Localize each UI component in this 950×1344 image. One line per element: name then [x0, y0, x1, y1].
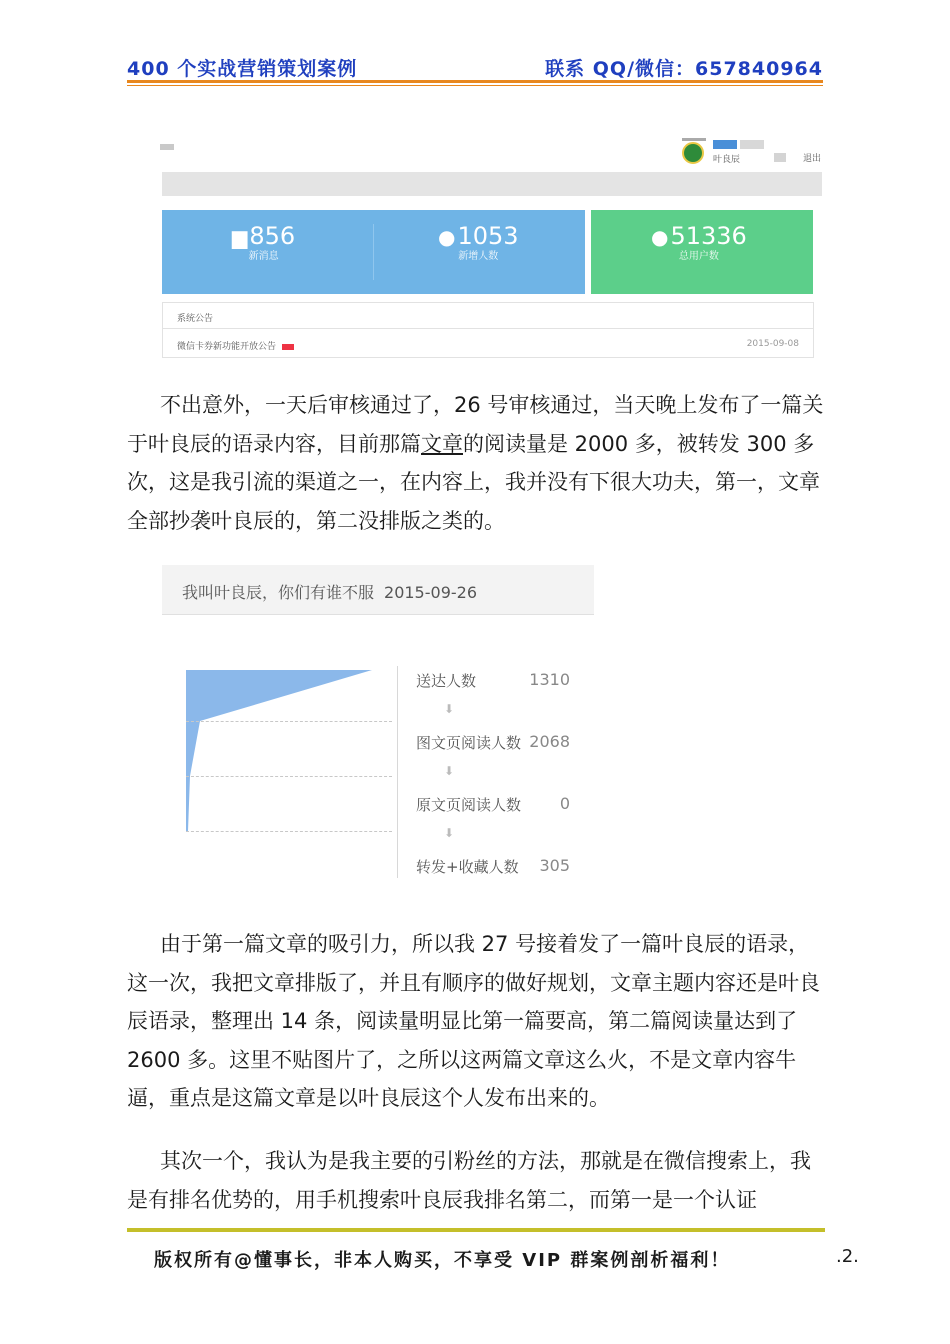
funnel-value: 0 — [559, 794, 570, 813]
stat-new-messages — [232, 222, 295, 263]
logout-link: 退出 — [803, 154, 822, 164]
down-arrow-icon: ⬇ — [444, 764, 455, 778]
funnel-divider — [397, 666, 398, 878]
page-number: .2. — [836, 1246, 859, 1267]
header-rule-thin — [127, 85, 823, 86]
logo-placeholder — [160, 144, 174, 150]
article-date: 2015-09-26 — [384, 583, 477, 602]
funnel-step-shares — [416, 856, 578, 877]
notice-title: 系统公告 — [177, 314, 214, 324]
article-title-line — [182, 580, 477, 603]
stat-new-followers — [438, 222, 519, 263]
system-notice — [162, 302, 814, 358]
new-badge — [282, 344, 294, 350]
underlined-word: 文章 — [421, 431, 463, 456]
article-title: 我叫叶良辰，你们有谁不服 — [182, 583, 375, 602]
paragraph-text: 的阅读量是 2000 多，被转发 300 多次，这是我引流的渠道之一，在内容上，我并没有下很大功夫，第一，文章全部抄袭叶良辰的，第二没排版之类的。 — [127, 431, 820, 533]
footer-rule — [127, 1228, 825, 1232]
notice-item-text: 微信卡券新功能开放公告 — [177, 342, 277, 352]
paragraph-1 — [127, 386, 827, 540]
funnel-gridline — [186, 831, 392, 832]
stat-total-users — [651, 222, 747, 263]
stat-label: 总用户数 — [678, 251, 719, 262]
stats-panel-green — [591, 210, 813, 294]
funnel-value: 305 — [539, 856, 570, 875]
verify-badge — [740, 140, 764, 149]
stat-label: 新消息 — [248, 251, 279, 262]
funnel-gridline — [186, 721, 392, 722]
funnel-step-article-reads — [416, 732, 578, 753]
mail-icon — [774, 153, 786, 162]
funnel-label: 送达人数 — [416, 672, 477, 690]
notice-date: 2015-09-08 — [746, 339, 799, 349]
funnel-step-original-reads — [416, 794, 578, 815]
funnel-step-delivered — [416, 670, 578, 691]
header-contact: 联系 QQ/微信：657840964 — [545, 58, 823, 80]
funnel-gridline — [186, 776, 392, 777]
account-name: 叶良辰 — [713, 155, 741, 165]
paragraph-3: 其次一个，我认为是我主要的引粉丝的方法，那就是在微信搜索上，我是有排名优势的，用手机搜索叶良辰我排名第二，而第一是一个认证 — [127, 1149, 811, 1212]
users-icon: ● — [651, 225, 669, 249]
paragraph-2: 由于第一篇文章的吸引力，所以我 27 号接着发了一篇叶良辰的语录，这一次，我把文章排版了，并且有顺序的做好规划，文章主题内容还是叶良辰语录，整理出 14 条，阅读量明显比第一篇要高，第二篇阅读量达到了 2600 多。这里不贴图片了，之所以这两篇文章这么火，不是文章内容牛逼，重点是这篇文章是以叶良辰这个人发布出来的。 — [127, 932, 820, 1110]
stat-divider — [373, 224, 374, 280]
stat-value: 51336 — [670, 222, 747, 250]
down-arrow-icon: ⬇ — [444, 702, 455, 716]
paragraph-text: 不出意外，一天后审核通过了，26 号审核通过，当天晚上发布了一篇关于叶良辰的语录内容，目前那篇 — [127, 393, 824, 456]
funnel-chart — [186, 660, 586, 885]
funnel-label: 转发+收藏人数 — [416, 858, 519, 876]
funnel-area — [186, 670, 372, 831]
stat-label: 新增人数 — [458, 251, 499, 262]
stat-value: 856 — [249, 222, 296, 250]
stat-value: 1053 — [457, 222, 519, 250]
funnel-label: 原文页阅读人数 — [416, 796, 522, 814]
article-title-screenshot — [162, 565, 594, 615]
stats-panel-blue — [162, 210, 585, 294]
nav-bar — [162, 172, 822, 196]
user-icon: ● — [438, 225, 456, 249]
avatar — [682, 142, 704, 164]
notice-header — [163, 303, 813, 329]
funnel-value: 1310 — [529, 670, 570, 689]
funnel-graphic — [186, 660, 392, 885]
header-title: 400 个实战营销策划案例 — [127, 58, 358, 80]
down-arrow-icon: ⬇ — [444, 826, 455, 840]
avatar-caption — [682, 138, 706, 141]
header-rule — [127, 80, 823, 83]
notice-item — [177, 339, 294, 352]
funnel-label: 图文页阅读人数 — [416, 734, 522, 752]
funnel-value: 2068 — [529, 732, 570, 751]
message-icon: ▆ — [232, 225, 248, 249]
account-type-badge — [713, 140, 737, 149]
footer-copyright: 版权所有@懂事长，非本人购买，不享受 VIP 群案例剖析福利！ — [154, 1250, 731, 1271]
dashboard-screenshot — [160, 136, 824, 360]
page-header — [127, 54, 823, 78]
